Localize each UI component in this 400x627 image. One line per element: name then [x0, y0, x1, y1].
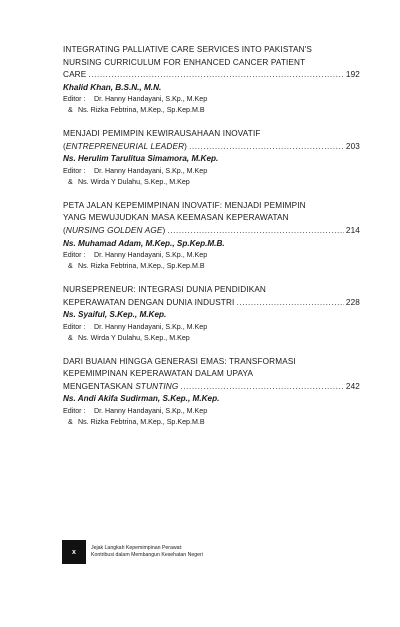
chapter-author: Ns. Andi Akifa Sudirman, S.Kep., M.Kep.	[63, 394, 220, 404]
chapter-author: Khalid Khan, B.S.N., M.N.	[63, 82, 162, 92]
chapter-page-number[interactable]: 228	[345, 297, 360, 307]
editor-label: Editor :	[63, 322, 86, 331]
chapter-page-number[interactable]: 192	[345, 70, 360, 80]
page-footer	[62, 540, 203, 564]
chapter-title-tail	[63, 141, 187, 154]
chapter-title-tail	[63, 225, 165, 238]
editor-line-2	[63, 333, 360, 344]
chapter-title-em: NURSING GOLDEN AGE	[65, 225, 163, 235]
dot-leader	[180, 381, 344, 394]
editor-label: Editor :	[63, 95, 86, 104]
editor-line-2	[63, 105, 360, 116]
chapter-title-pre: MENGENTASKAN	[63, 381, 136, 391]
chapter-title-pre: CARE	[63, 70, 87, 80]
chapter-title-last-line	[63, 69, 360, 82]
editor-line-2	[63, 417, 360, 428]
chapter-title-line: MENJADI PEMIMPIN KEWIRAUSAHAAN INOVATIF	[63, 129, 261, 139]
editor-name: Ns. Wirda Y Dulahu, S.Kep., M.Kep	[78, 333, 190, 342]
book-title-line-2: Kontribusi dalam Membangun Kesehatan Negeri	[91, 552, 203, 558]
chapter-title-tail	[63, 381, 178, 394]
editor-name: Ns. Rizka Febtrina, M.Kep., Sp.Kep.M.B	[78, 261, 205, 270]
editor-line-1	[63, 94, 360, 105]
page-number: x	[72, 548, 76, 556]
book-title	[91, 545, 203, 559]
dot-leader	[167, 225, 344, 238]
editor-label: Editor :	[63, 250, 86, 259]
editor-ampersand: &	[68, 177, 73, 186]
editor-label: Editor :	[63, 166, 86, 175]
chapter-title-line: DARI BUAIAN HINGGA GENERASI EMAS: TRANSFORMASI	[63, 356, 296, 366]
editor-name: Ns. Rizka Febtrina, M.Kep., Sp.Kep.M.B	[78, 417, 205, 426]
dot-leader	[189, 141, 344, 154]
chapter-title-post: )	[184, 141, 188, 151]
editor-line-2	[63, 261, 360, 272]
editor-name: Dr. Hanny Handayani, S.Kp., M.Kep	[94, 250, 208, 259]
chapter-title-last-line	[63, 141, 360, 154]
editor-ampersand: &	[68, 261, 73, 270]
toc-entry[interactable]	[63, 200, 360, 272]
editor-name: Dr. Hanny Handayani, S.Kp., M.Kep	[94, 406, 208, 415]
editor-line-1	[63, 322, 360, 333]
book-title-line-1: Jejak Langkah Kepemimpinan Perawat:	[91, 545, 183, 552]
page-number-box	[62, 540, 86, 564]
chapter-title-tail	[63, 69, 86, 82]
editor-line-2	[63, 177, 360, 188]
editor-line-1	[63, 406, 360, 417]
toc-entry[interactable]	[63, 284, 360, 344]
editor-name: Ns. Wirda Y Dulahu, S.Kep., M.Kep	[78, 177, 190, 186]
chapter-title-em: ENTREPRENEURIAL LEADER	[65, 141, 185, 151]
chapter-title-last-line	[63, 297, 360, 310]
chapter-title-line: KEPEMIMPINAN KEPERAWATAN DALAM UPAYA	[63, 369, 254, 379]
editor-name: Dr. Hanny Handayani, S.Kp., M.Kep	[94, 166, 208, 175]
toc-entry[interactable]	[63, 128, 360, 188]
editor-name: Dr. Hanny Handayani, S.Kp., M.Kep	[94, 322, 208, 331]
chapter-author: Ns. Syaiful, S.Kep., M.Kep.	[63, 310, 167, 320]
editor-line-1	[63, 166, 360, 177]
chapter-page-number[interactable]: 214	[345, 225, 360, 235]
chapter-page-number[interactable]: 203	[345, 141, 360, 151]
toc-entry[interactable]	[63, 356, 360, 428]
editor-ampersand: &	[68, 417, 73, 426]
chapter-author: Ns. Herulim Tarulitua Simamora, M.Kep.	[63, 154, 219, 164]
editor-name: Ns. Rizka Febtrina, M.Kep., Sp.Kep.M.B	[78, 106, 205, 115]
chapter-title-line: NURSEPRENEUR: INTEGRASI DUNIA PENDIDIKAN	[63, 284, 266, 294]
editor-ampersand: &	[68, 106, 73, 115]
editor-line-1	[63, 250, 360, 261]
chapter-page-number[interactable]: 242	[345, 381, 360, 391]
chapter-title-pre: KEPERAWATAN DENGAN DUNIA INDUSTRI	[63, 297, 235, 307]
chapter-title-line: YANG MEWUJUDKAN MASA KEEMASAN KEPERAWATAN	[63, 213, 289, 223]
chapter-title-post: )	[162, 225, 166, 235]
chapter-title-em: STUNTING	[135, 381, 179, 391]
chapter-title-line: NURSING CURRICULUM FOR ENHANCED CANCER PATIENT	[63, 57, 306, 67]
chapter-title-tail	[63, 297, 234, 310]
dot-leader	[88, 69, 344, 82]
editor-ampersand: &	[68, 333, 73, 342]
chapter-title-last-line	[63, 225, 360, 238]
editor-name: Dr. Hanny Handayani, S.Kp., M.Kep	[94, 95, 208, 104]
editor-label: Editor :	[63, 406, 86, 415]
chapter-title-pre: (	[63, 225, 66, 235]
chapter-title-line: INTEGRATING PALLIATIVE CARE SERVICES INTO PAKISTAN'S	[63, 45, 312, 54]
table-of-contents	[63, 44, 360, 440]
chapter-title-last-line	[63, 381, 360, 394]
chapter-author: Ns. Muhamad Adam, M.Kep., Sp.Kep.M.B.	[63, 238, 225, 248]
dot-leader	[236, 297, 343, 310]
chapter-title-pre: (	[63, 141, 66, 151]
chapter-title-line: PETA JALAN KEPEMIMPINAN INOVATIF: MENJADI PEMIMPIN	[63, 200, 306, 210]
toc-entry[interactable]	[63, 44, 360, 116]
